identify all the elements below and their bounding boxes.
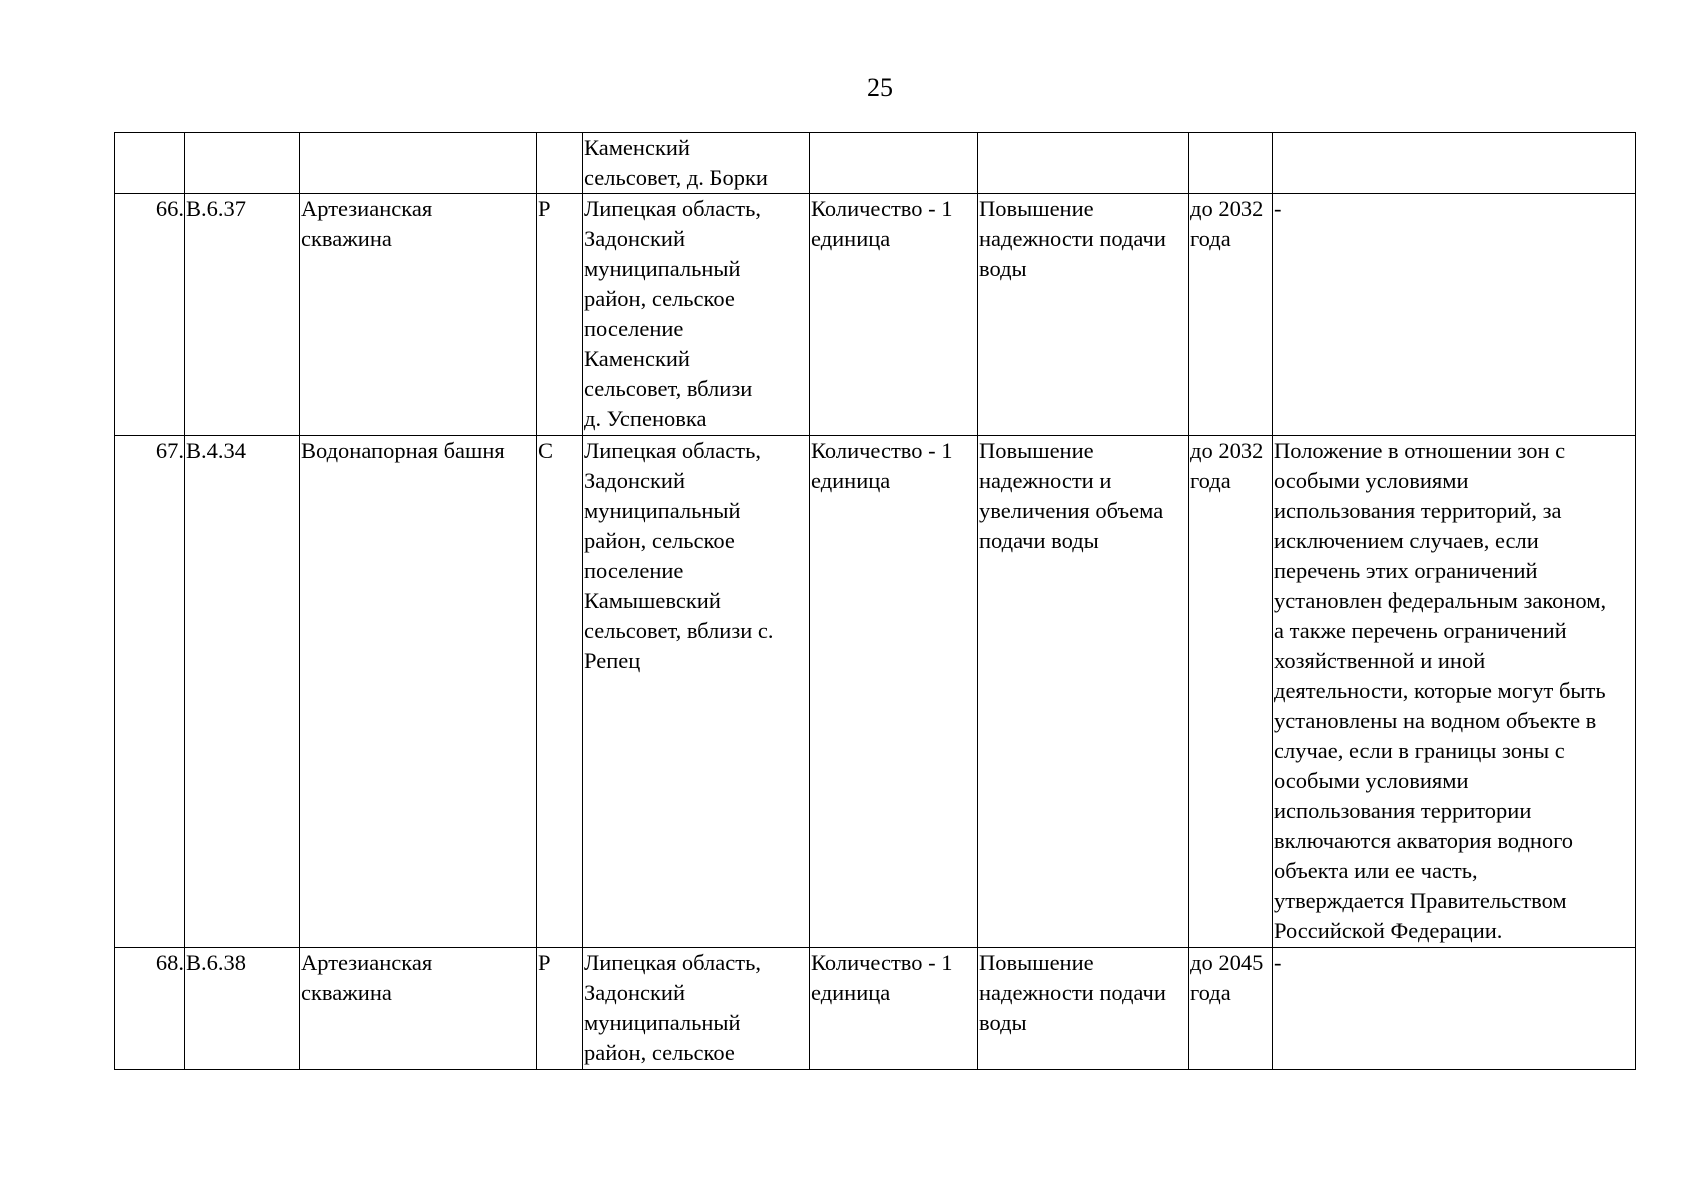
- cell-term: до 2032 года: [1189, 436, 1273, 948]
- cell-status: Р: [537, 948, 583, 1070]
- cell-name: Артезианская скважина: [300, 948, 537, 1070]
- cell-purpose: Повышение надежности подачи воды: [978, 194, 1189, 436]
- cell-term: до 2045 года: [1189, 948, 1273, 1070]
- cell-number: 67.: [115, 436, 185, 948]
- cell-zones: [1273, 133, 1636, 194]
- cell-term: до 2032 года: [1189, 194, 1273, 436]
- cell-purpose: [978, 133, 1189, 194]
- cell-name: Артезианская скважина: [300, 194, 537, 436]
- cell-term: [1189, 133, 1273, 194]
- table-row: [115, 948, 1636, 1070]
- cell-location: Каменский сельсовет, д. Борки: [583, 133, 810, 194]
- cell-location: Липецкая область, Задонский муниципальный район, сельское: [583, 948, 810, 1070]
- page-number: 25: [867, 73, 893, 102]
- cell-zones: Положение в отношении зон с особыми условиями использования территорий, за исключением случаев, если перечень этих ограничений установлен федеральным законом, а также перечень ограничений хозяйственной и иной деятельности, которые могут быть установлены на водном объекте в случае, если в границы зоны с особыми условиями использования территории включаются акватория водного объекта или ее часть, утверждается Правительством Российской Федерации.: [1273, 436, 1636, 948]
- cell-name: Водонапорная башня: [300, 436, 537, 948]
- cell-name: [300, 133, 537, 194]
- cell-zones: -: [1273, 194, 1636, 436]
- cell-number: [115, 133, 185, 194]
- cell-characteristics: Количество - 1 единица: [810, 194, 978, 436]
- cell-status: Р: [537, 194, 583, 436]
- cell-code: В.4.34: [185, 436, 300, 948]
- cell-location: Липецкая область, Задонский муниципальный район, сельское поселение Камышевский сельсовет, вблизи с. Репец: [583, 436, 810, 948]
- cell-purpose: Повышение надежности подачи воды: [978, 948, 1189, 1070]
- cell-status: С: [537, 436, 583, 948]
- cell-location: Липецкая область, Задонский муниципальный район, сельское поселение Каменский сельсовет, вблизи д. Успеновка: [583, 194, 810, 436]
- cell-code: В.6.37: [185, 194, 300, 436]
- cell-code: В.6.38: [185, 948, 300, 1070]
- cell-number: 68.: [115, 948, 185, 1070]
- cell-zones: -: [1273, 948, 1636, 1070]
- objects-table: [114, 132, 1636, 1070]
- table-row: [115, 436, 1636, 948]
- cell-characteristics: Количество - 1 единица: [810, 948, 978, 1070]
- table-row: [115, 133, 1636, 194]
- cell-characteristics: [810, 133, 978, 194]
- cell-status: [537, 133, 583, 194]
- cell-number: 66.: [115, 194, 185, 436]
- cell-characteristics: Количество - 1 единица: [810, 436, 978, 948]
- cell-purpose: Повышение надежности и увеличения объема подачи воды: [978, 436, 1189, 948]
- cell-code: [185, 133, 300, 194]
- table-row: [115, 194, 1636, 436]
